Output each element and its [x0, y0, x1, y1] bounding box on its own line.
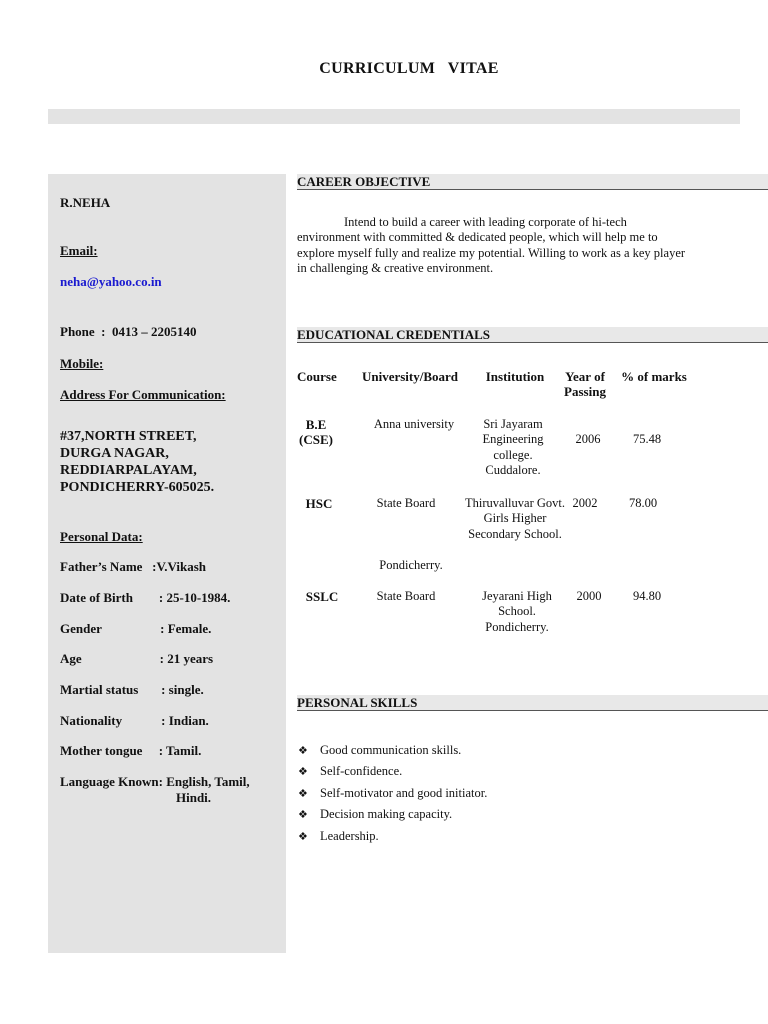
col-header-course: Course: [297, 369, 337, 384]
skill-item: [298, 743, 461, 759]
education-heading: EDUCATIONAL CREDENTIALS: [297, 327, 768, 343]
gender: Gender : Female.: [60, 621, 212, 636]
candidate-name: R.NEHA: [60, 195, 111, 210]
col-header-board: University/Board: [361, 369, 459, 384]
diamond-bullet-icon: ❖: [298, 745, 308, 757]
row1-course: B.E (CSE): [299, 417, 333, 448]
row3-year: 2000: [576, 589, 602, 603]
row2-year: 2002: [572, 496, 598, 510]
address-line-3: REDDIARPALAYAM,: [60, 463, 197, 478]
document-title: CURRICULUM VITAE: [319, 60, 499, 77]
nationality: Nationality : Indian.: [60, 713, 209, 728]
date-of-birth: Date of Birth : 25-10-1984.: [60, 590, 231, 605]
skill-text: Self-motivator and good initiator.: [320, 786, 488, 800]
career-objective-heading: CAREER OBJECTIVE: [297, 174, 768, 190]
personal-data-label: Personal Data:: [60, 529, 143, 544]
skill-text: Good communication skills.: [320, 743, 462, 757]
col-header-marks: % of marks: [621, 369, 687, 384]
skill-text: Leadership.: [320, 829, 379, 843]
skill-item: [298, 764, 402, 780]
address-line-1: #37,NORTH STREET,: [60, 429, 197, 444]
stray-city-text: Pondicherry.: [379, 558, 443, 572]
skill-text: Self-confidence.: [320, 764, 403, 778]
skill-text: Decision making capacity.: [320, 807, 453, 821]
diamond-bullet-icon: ❖: [298, 788, 308, 800]
row3-institution: Jeyarani High School. Pondicherry.: [482, 589, 552, 634]
mobile-label: Mobile:: [60, 356, 104, 371]
row2-institution: Thiruvalluvar Govt. Girls Higher Secondary School.: [465, 496, 565, 541]
row1-institution: Sri Jayaram Engineering college. Cuddalore.: [482, 417, 544, 477]
diamond-bullet-icon: ❖: [298, 831, 308, 843]
row3-board: State Board: [376, 589, 436, 603]
email-label: Email:: [60, 243, 98, 258]
row2-course: HSC: [305, 496, 333, 511]
row3-course: SSLC: [305, 589, 339, 604]
row1-year: 2006: [575, 432, 601, 446]
email-link[interactable]: neha@yahoo.co.in: [60, 274, 162, 289]
row3-marks: 94.80: [632, 589, 662, 603]
row1-board: Anna university: [373, 417, 455, 431]
languages-known: Language Known: English, Tamil,: [60, 774, 250, 789]
skill-item: [298, 829, 379, 845]
row2-marks: 78.00: [628, 496, 658, 510]
age: Age : 21 years: [60, 651, 214, 666]
col-header-year: Year of Passing: [564, 369, 606, 399]
diamond-bullet-icon: ❖: [298, 809, 308, 821]
personal-skills-heading: PERSONAL SKILLS: [297, 695, 768, 711]
marital-status: Martial status : single.: [60, 682, 204, 697]
mother-tongue: Mother tongue : Tamil.: [60, 743, 202, 758]
languages-known-cont: Hindi.: [176, 790, 212, 805]
career-objective-text: [297, 215, 687, 276]
diamond-bullet-icon: ❖: [298, 766, 308, 778]
header-divider-band: [48, 109, 740, 124]
skill-item: [298, 807, 452, 823]
col-header-institution: Institution: [485, 369, 545, 384]
row1-marks: 75.48: [632, 432, 662, 446]
address-line-2: DURGA NAGAR,: [60, 446, 169, 461]
address-label: Address For Communication:: [60, 387, 226, 402]
phone-number: Phone : 0413 – 2205140: [60, 324, 197, 339]
career-objective-body: Intend to build a career with leading corporate of hi-tech environment with committed & dedicated people, which will help me to explore myself fully and realize my potential. Willing to work as a key player in challenging & creative environment.: [297, 215, 686, 275]
row2-board: State Board: [376, 496, 436, 510]
address-line-4: PONDICHERRY-605025.: [60, 480, 215, 495]
skill-item: [298, 786, 487, 802]
fathers-name: Father’s Name :V.Vikash: [60, 559, 206, 574]
